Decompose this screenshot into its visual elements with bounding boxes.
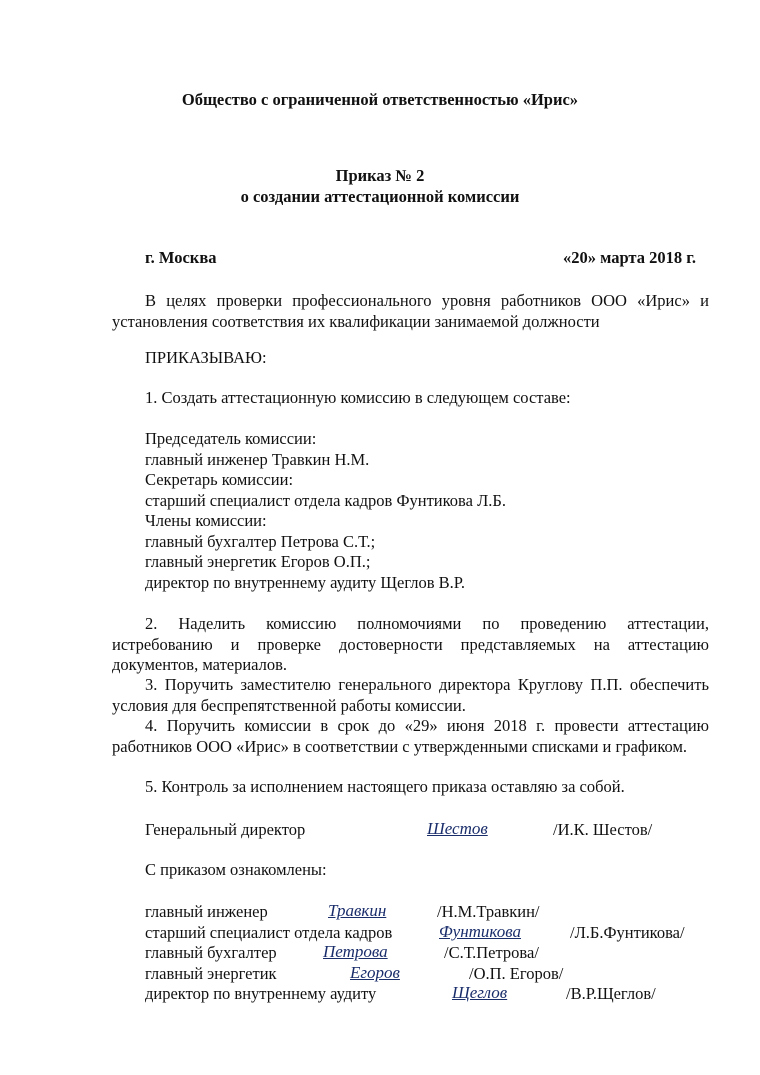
- commission-line: Секретарь комиссии:: [145, 470, 294, 489]
- acquainted-position: старший специалист отдела кадров: [145, 923, 393, 942]
- preamble: В целях проверки профессионального уровня работников ООО «Ирис» и установления соответствия их квалификации занимаемой должности: [112, 291, 709, 331]
- acquainted-name: /Н.М.Травкин/: [437, 902, 540, 921]
- director-name: /И.К. Шестов/: [553, 820, 653, 839]
- commission-line: главный инженер Травкин Н.М.: [145, 450, 370, 469]
- acquainted-name: /О.П. Егоров/: [469, 964, 564, 983]
- acquainted-name: /С.Т.Петрова/: [444, 943, 539, 962]
- commission-line: Председатель комиссии:: [145, 429, 317, 448]
- acquainted-position: главный инженер: [145, 902, 268, 921]
- order-place: г. Москва: [145, 248, 217, 267]
- item-3: 3. Поручить заместителю генерального директора Круглову П.П. обеспечить условия для беспрепятственной работы комиссии.: [112, 675, 709, 715]
- order-date: «20» марта 2018 г.: [562, 248, 696, 267]
- acquainted-signature: Егоров: [350, 963, 400, 982]
- commission-line: директор по внутреннему аудиту Щеглов В.Р.: [145, 573, 466, 592]
- order-word: ПРИКАЗЫВАЮ:: [145, 348, 267, 367]
- commission-line: главный бухгалтер Петрова С.Т.;: [145, 532, 376, 551]
- commission-line: старший специалист отдела кадров Фунтикова Л.Б.: [145, 491, 506, 510]
- item-5: 5. Контроль за исполнением настоящего приказа оставляю за собой.: [145, 777, 625, 796]
- acquainted-name: /В.Р.Щеглов/: [566, 984, 656, 1003]
- director-title: Генеральный директор: [145, 820, 306, 839]
- item-2: 2. Наделить комиссию полномочиями по проведению аттестации, истребованию и проверке достоверности представляемых на аттестацию документов, материалов.: [112, 614, 709, 674]
- item-1: 1. Создать аттестационную комиссию в следующем составе:: [145, 388, 571, 407]
- commission-line: Члены комиссии:: [145, 511, 267, 530]
- organization-name: Общество с ограниченной ответственностью «Ирис»: [181, 90, 579, 109]
- acquainted-signature: Травкин: [328, 901, 387, 920]
- acquainted-label: С приказом ознакомлены:: [145, 860, 327, 879]
- item-4: 4. Поручить комиссии в срок до «29» июня 2018 г. провести аттестацию работников ООО «Ирис» в соответствии с утвержденными списками и графиком.: [112, 716, 709, 756]
- order-title: Приказ № 2: [335, 166, 425, 185]
- acquainted-signature: Щеглов: [452, 983, 508, 1002]
- commission-line: главный энергетик Егоров О.П.;: [145, 552, 371, 571]
- acquainted-position: главный энергетик: [145, 964, 277, 983]
- director-signature: Шестов: [427, 819, 488, 838]
- acquainted-position: директор по внутреннему аудиту: [145, 984, 377, 1003]
- acquainted-signature: Петрова: [323, 942, 388, 961]
- acquainted-position: главный бухгалтер: [145, 943, 277, 962]
- order-subtitle: о создании аттестационной комиссии: [240, 187, 520, 206]
- acquainted-name: /Л.Б.Фунтикова/: [570, 923, 685, 942]
- acquainted-signature: Фунтикова: [439, 922, 521, 941]
